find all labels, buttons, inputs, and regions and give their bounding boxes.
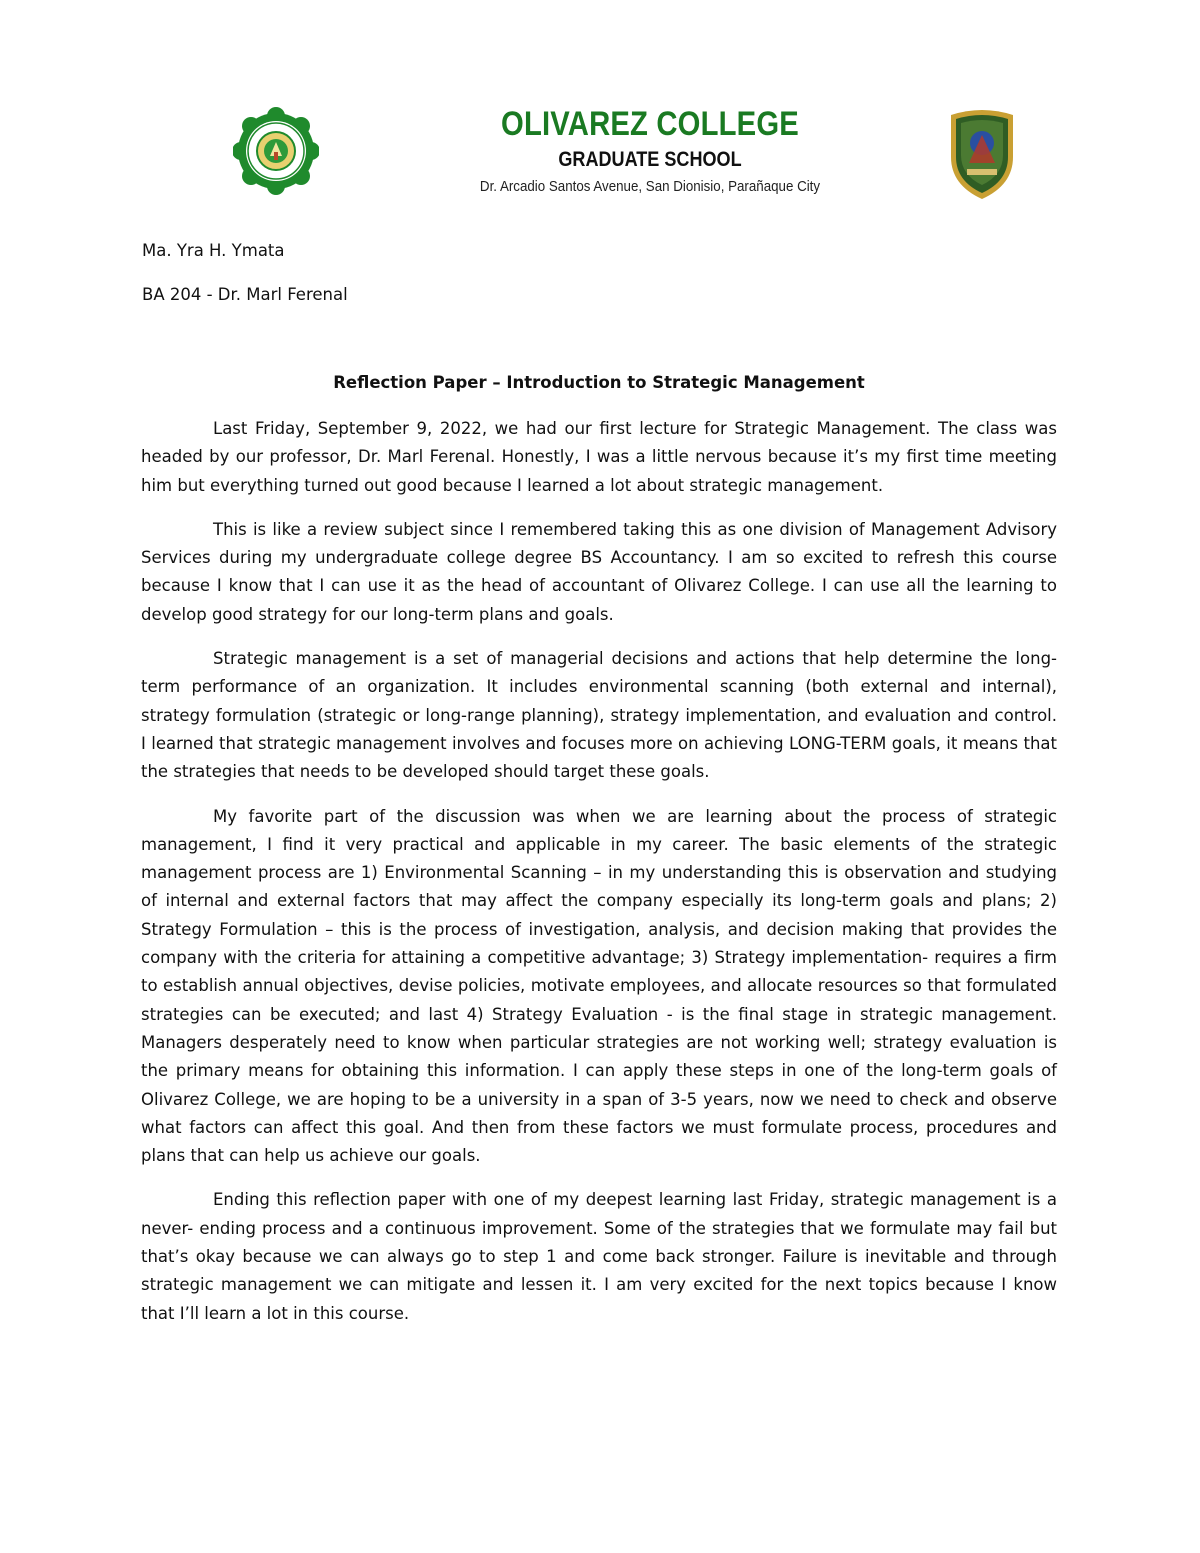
college-address: Dr. Arcadio Santos Avenue, San Dionisio, Parañaque City	[479, 179, 821, 195]
paragraph: Strategic management is a set of managerial decisions and actions that help determine the long-term performance of an organization. It includes environmental scanning (both external and internal), strategy formulation (strategic or long-range planning), strategy implementation, and evaluation and control. I learned that strategic management involves and focuses more on achieving LONG-TERM goals, it means that the strategies that needs to be developed should target these goals.	[141, 649, 1057, 782]
graduate-school-shield-icon	[947, 105, 1017, 201]
olivarez-college-seal-icon	[233, 104, 319, 198]
college-name: OLIVAREZ COLLEGE	[501, 105, 799, 143]
school-name: GRADUATE SCHOOL	[558, 148, 742, 171]
paragraph: Ending this reflection paper with one of my deepest learning last Friday, strategic management is a never- ending process and a continuous improvement. Some of the strategies that we formulate may fail but that’s okay because we can always go to step 1 and come back stronger. Failure is inevitable and through strategic management we can mitigate and lessen it. I am very excited for the next topics because I know that I’ll learn a lot in this course.	[141, 1190, 1057, 1323]
paragraph: Last Friday, September 9, 2022, we had our first lecture for Strategic Management. The class was headed by our professor, Dr. Marl Ferenal. Honestly, I was a little nervous because it’s my first time meeting him but everything turned out good because I learned a lot about strategic management.	[141, 419, 1057, 495]
paragraph: This is like a review subject since I remembered taking this as one division of Management Advisory Services during my undergraduate college degree BS Accountancy. I am so excited to refresh this course because I know that I can use it as the head of accountant of Olivarez College. I can use all the learning to develop good strategy for our long-term plans and goals.	[141, 519, 1057, 624]
paper-title: Reflection Paper – Introduction to Strategic Management	[333, 373, 865, 392]
course-and-professor: BA 204 - Dr. Marl Ferenal	[142, 285, 348, 304]
paper-body	[141, 371, 1057, 1344]
letterhead	[420, 104, 880, 198]
paragraph: My favorite part of the discussion was when we are learning about the process of strategic management, I find it very practical and applicable in my career. The basic elements of the strategic management process are 1) Environmental Scanning – in my understanding this is observation and studying of internal and external factors that may affect the company especially its long-term goals and plans; 2) Strategy Formulation – this is the process of investigation, analysis, and decision making that provides the company with the criteria for attaining a competitive advantage; 3) Strategy implementation- requires a firm to establish annual objectives, devise policies, motivate employees, and allocate resources so that formulated strategies can be executed; and last 4) Strategy Evaluation - is the final stage in strategic management. Managers desperately need to know when particular strategies are not working well; strategy evaluation is the primary means for obtaining this information. I can apply these steps in one of the long-term goals of Olivarez College, we are hoping to be a university in a span of 3-5 years, now we need to check and observe what factors can affect this goal. And then from these factors we must formulate process, procedures and plans that can help us achieve our goals.	[141, 806, 1057, 1166]
student-name: Ma. Yra H. Ymata	[142, 241, 285, 260]
